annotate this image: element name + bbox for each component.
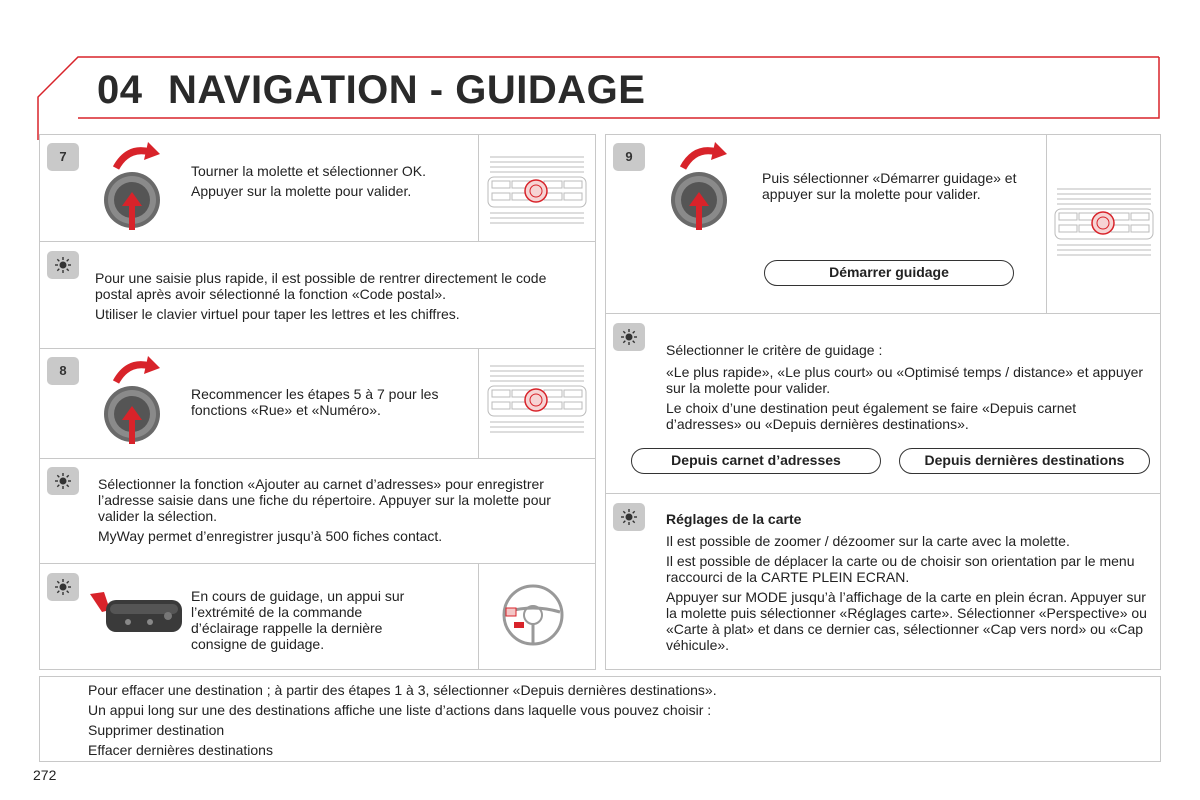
bottom-line-4: Effacer dernières destinations bbox=[88, 742, 273, 758]
tip-badge bbox=[613, 323, 645, 351]
rotary-knob-icon bbox=[665, 138, 735, 238]
tip-5-title bbox=[666, 511, 1151, 527]
step-7-badge: 7 bbox=[47, 143, 79, 171]
tip-1-line-2: Utiliser le clavier virtuel pour taper les lettres et les chiffres. bbox=[95, 306, 460, 322]
tip-5-text bbox=[666, 511, 1151, 657]
step-8-badge: 8 bbox=[47, 357, 79, 385]
demarrer-guidage-button[interactable]: Démarrer guidage bbox=[764, 260, 1014, 286]
tip-5-line-3: Appuyer sur MODE jusqu’à l’affichage de la carte en plein écran. Appuyer sur la molette puis sélectionner «Réglages carte». Sélectionner «Perspective» ou «Carte à plat» et dans ce dernier cas, sélectionner «Cap vers nord» ou «Cap véhicule». bbox=[666, 589, 1147, 653]
step-8-text bbox=[191, 386, 461, 422]
tip-3-text bbox=[191, 588, 431, 656]
tip-5-line-1: Il est possible de zoomer / dézoomer sur la carte avec la molette. bbox=[666, 533, 1070, 549]
tip-4-line-2: «Le plus rapide», «Le plus court» ou «Optimisé temps / distance» et appuyer sur la molette pour valider. bbox=[666, 364, 1144, 396]
tip-badge bbox=[613, 503, 645, 531]
rotary-knob-icon bbox=[98, 352, 168, 452]
step-9-line-1: Puis sélectionner «Démarrer guidage» et appuyer sur la molette pour valider. bbox=[762, 170, 1017, 202]
step-7-line-2: Appuyer sur la molette pour valider. bbox=[191, 183, 412, 199]
tip-badge bbox=[47, 467, 79, 495]
tip-4-line-3: Le choix d’une destination peut également se faire «Depuis carnet d’adresses» ou «Depuis dernières destinations». bbox=[666, 400, 1077, 432]
light-bulb-icon bbox=[621, 509, 637, 525]
chapter-number: 04 bbox=[97, 68, 143, 112]
tip-1-line-1: Pour une saisie plus rapide, il est possible de rentrer directement le code postal après avoir sélectionné la fonction «Code postal». bbox=[95, 270, 547, 302]
depuis-dernieres-button[interactable]: Depuis dernières destinations bbox=[899, 448, 1150, 474]
tip-2-line-1: Sélectionner la fonction «Ajouter au carnet d’adresses» pour enregistrer l’adresse saisie dans une fiche du répertoire. Appuyer sur la molette pour valider la sélection. bbox=[98, 476, 551, 524]
tip-4-line-1: Sélectionner le critère de guidage : bbox=[666, 342, 883, 358]
step-9-text bbox=[762, 170, 1022, 206]
tip-2-text bbox=[98, 476, 568, 548]
radio-panel-icon bbox=[486, 153, 588, 231]
bottom-line-3: Supprimer destination bbox=[88, 722, 225, 738]
step-9-badge: 9 bbox=[613, 143, 645, 171]
light-bulb-icon bbox=[55, 257, 71, 273]
tip-badge bbox=[47, 573, 79, 601]
tip-2-line-2: MyWay permet d’enregistrer jusqu’à 500 fiches contact. bbox=[98, 528, 443, 544]
bottom-line-2: Un appui long sur une des destinations affiche une liste d’actions dans laquelle vous pouvez choisir : bbox=[88, 702, 712, 718]
tip-3-line-1: En cours de guidage, un appui sur l’extrémité de la commande d’éclairage rappelle la dernière consigne de guidage. bbox=[191, 588, 405, 652]
page-number: 272 bbox=[33, 767, 57, 783]
light-bulb-icon bbox=[55, 579, 71, 595]
bottom-text bbox=[88, 682, 1148, 762]
step-8-line-1: Recommencer les étapes 5 à 7 pour les fonctions «Rue» et «Numéro». bbox=[191, 386, 439, 418]
radio-panel-icon bbox=[486, 362, 588, 440]
lighting-stalk-icon bbox=[88, 586, 188, 646]
chapter-title: NAVIGATION - GUIDAGE bbox=[168, 68, 646, 112]
radio-panel-icon bbox=[1053, 185, 1155, 263]
light-bulb-icon bbox=[55, 473, 71, 489]
step-7-line-1: Tourner la molette et sélectionner OK. bbox=[191, 163, 427, 179]
tip-5-title-text: Réglages de la carte bbox=[666, 511, 802, 527]
depuis-carnet-button[interactable]: Depuis carnet d’adresses bbox=[631, 448, 881, 474]
steering-wheel-icon bbox=[500, 582, 566, 648]
step-7-text bbox=[191, 163, 461, 203]
light-bulb-icon bbox=[621, 329, 637, 345]
rotary-knob-icon bbox=[98, 138, 168, 238]
tip-4-text bbox=[666, 342, 1146, 436]
tip-1-text bbox=[95, 270, 585, 326]
tip-badge bbox=[47, 251, 79, 279]
tip-5-line-2: Il est possible de déplacer la carte ou de choisir son orientation par le menu raccourci de la CARTE PLEIN ECRAN. bbox=[666, 553, 1135, 585]
bottom-line-1: Pour effacer une destination ; à partir des étapes 1 à 3, sélectionner «Depuis dernières destinations». bbox=[88, 682, 717, 698]
